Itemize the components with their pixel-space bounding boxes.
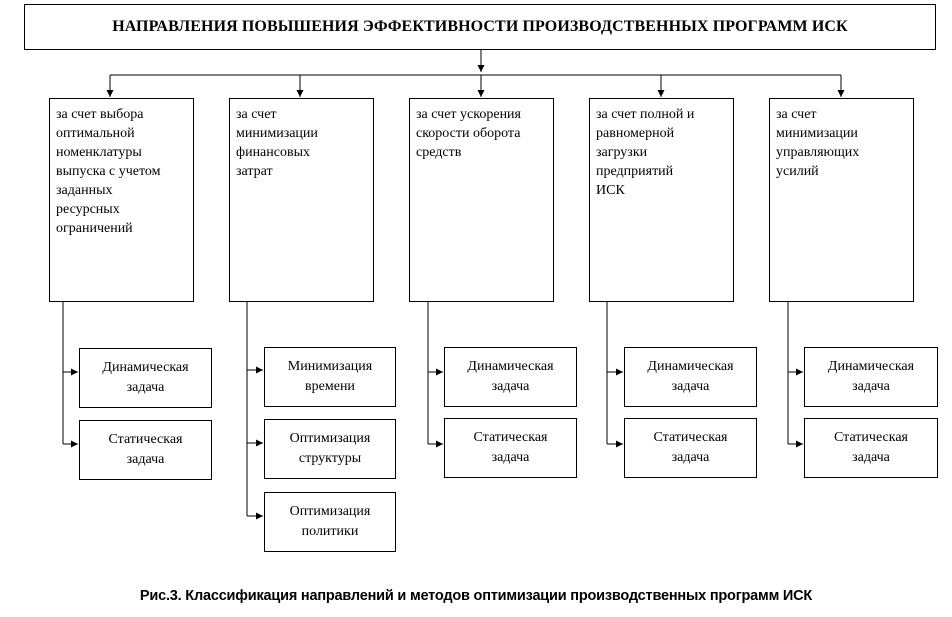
direction-line: ограничений bbox=[56, 221, 133, 236]
task-line: задача bbox=[671, 379, 710, 394]
direction-line: за счет ускорения bbox=[416, 107, 521, 122]
direction-box-turnover bbox=[409, 98, 554, 302]
direction-line: управляющих bbox=[776, 145, 860, 160]
direction-line: за счет выбора bbox=[56, 107, 144, 122]
task-box-structure bbox=[264, 419, 396, 479]
direction-line: затрат bbox=[236, 164, 273, 179]
task-line: Динамическая bbox=[647, 359, 734, 374]
task-box-time bbox=[264, 347, 396, 407]
task-line: Динамическая bbox=[102, 360, 189, 375]
task-box-dynamic bbox=[624, 347, 757, 407]
task-box-policy bbox=[264, 492, 396, 552]
direction-line: номенклатуры bbox=[56, 145, 142, 160]
task-box-static bbox=[804, 418, 938, 478]
direction-line: минимизации bbox=[776, 126, 858, 141]
task-line: Динамическая bbox=[467, 359, 554, 374]
task-line: политики bbox=[301, 524, 359, 539]
task-line: Статическая bbox=[473, 430, 548, 445]
task-line: задача bbox=[126, 380, 165, 395]
direction-line: ресурсных bbox=[56, 202, 120, 217]
direction-line: заданных bbox=[56, 183, 113, 198]
task-box-dynamic bbox=[79, 348, 212, 408]
task-box-dynamic bbox=[804, 347, 938, 407]
direction-line: оптимальной bbox=[56, 126, 135, 141]
direction-line: средств bbox=[416, 145, 462, 160]
direction-line: за счет полной и bbox=[596, 107, 695, 122]
task-line: Оптимизация bbox=[289, 504, 371, 519]
task-box-static bbox=[444, 418, 577, 478]
task-line: Статическая bbox=[653, 430, 728, 445]
task-box-static bbox=[624, 418, 757, 478]
direction-line: за счет bbox=[776, 107, 817, 122]
task-line: Минимизация bbox=[287, 359, 373, 374]
task-line: Статическая bbox=[834, 430, 908, 445]
task-line: задача bbox=[852, 379, 890, 394]
task-line: задача bbox=[671, 450, 710, 465]
task-line: Оптимизация bbox=[289, 431, 371, 446]
direction-line: ИСК bbox=[596, 183, 625, 198]
figure-caption: Рис.3. Классификация направлений и методов оптимизации производственных программ ИСК bbox=[139, 588, 813, 604]
direction-box-loading bbox=[589, 98, 734, 302]
direction-line: минимизации bbox=[236, 126, 318, 141]
direction-box-management bbox=[769, 98, 914, 302]
direction-line: равномерной bbox=[596, 126, 675, 141]
direction-line: предприятий bbox=[596, 164, 674, 179]
task-line: структуры bbox=[298, 451, 362, 466]
direction-box-nomenclature bbox=[49, 98, 194, 302]
task-box-dynamic bbox=[444, 347, 577, 407]
direction-line: выпуска с учетом bbox=[56, 164, 161, 179]
task-line: задача bbox=[126, 452, 165, 467]
direction-box-financial bbox=[229, 98, 374, 302]
task-line: Динамическая bbox=[827, 359, 915, 374]
direction-line: загрузки bbox=[596, 145, 648, 160]
direction-line: за счет bbox=[236, 107, 277, 122]
direction-line: скорости оборота bbox=[416, 126, 521, 141]
direction-line: усилий bbox=[776, 164, 819, 179]
task-line: Статическая bbox=[108, 432, 183, 447]
task-line: задача bbox=[491, 379, 530, 394]
task-line: времени bbox=[305, 379, 355, 394]
direction-line: финансовых bbox=[236, 145, 310, 160]
task-line: задача bbox=[852, 450, 890, 465]
task-box-static bbox=[79, 420, 212, 480]
task-line: задача bbox=[491, 450, 530, 465]
diagram-title: НАПРАВЛЕНИЯ ПОВЫШЕНИЯ ЭФФЕКТИВНОСТИ ПРОИЗВОДСТВЕННЫХ ПРОГРАММ ИСК bbox=[24, 4, 936, 50]
